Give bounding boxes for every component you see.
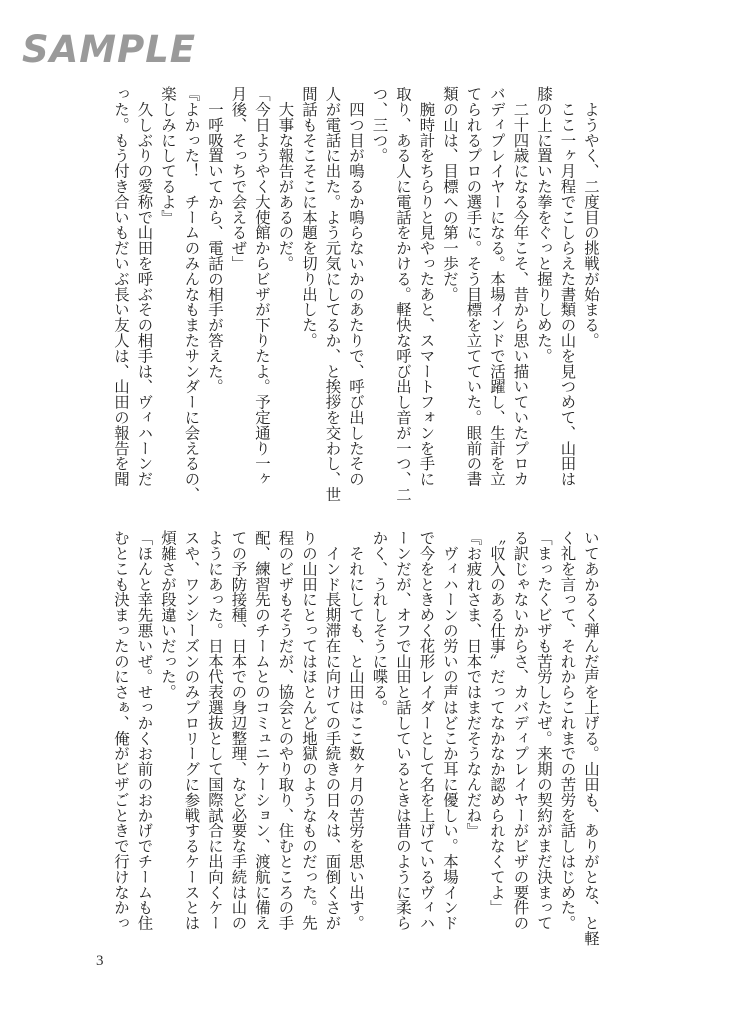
text-column: スや、ワンシーズンのみプロリーグに参戦するケースとは [182, 530, 201, 931]
text-column: 膝の上に置いた拳をぐっと握りしめた。 [535, 86, 553, 364]
text-block-bottom [108, 530, 602, 950]
text-column: った。もう付き合いもだいぶ長い友人は、山田の報告を聞 [112, 86, 130, 487]
text-column: 配、練習先のチームとのコミュニケーション、渡航に備え [253, 530, 271, 931]
text-column: てられるプロの選手に。そう目標を立てていた。眼前の書 [464, 86, 483, 487]
text-column: 四つ目が鳴るか鳴らないかのあたりで、呼び出したその [347, 86, 365, 487]
text-column: 『お疲れさま、日本ではまだそうなんだね』 [464, 530, 483, 838]
text-column: ヴィハーンの労いの声はどこか耳に優しい。本場インド [441, 530, 459, 931]
text-column: 煩雑さが段違いだった。 [159, 530, 177, 700]
text-column: ようにあった。日本代表選抜として国際試合に出向くケー [206, 530, 224, 931]
text-column: 月後、そっちで会えるぜ」 [229, 86, 248, 271]
text-column: かく、うれしそうに喋る。 [370, 530, 389, 715]
text-column: 大事な報告があるのだ。 [276, 86, 295, 271]
text-column: ようやく、二度目の挑戦が始まる。 [582, 86, 600, 348]
text-column: それにしても、と山田はここ数ヶ月の苦労を思い出す。 [347, 530, 365, 931]
text-column: 「ほんと幸先悪いぜ。せっかくお前のおかげでチームも住 [135, 530, 154, 931]
text-column: つ、三つ。 [370, 86, 389, 163]
text-column: 人が電話に出た。よう元気にしてるか、と挨拶を交わし、世 [323, 86, 342, 502]
text-column: 程のビザもそうだが、協会とのやり取り、住むところの手 [276, 530, 295, 931]
text-column: ーンだが、オフで山田と話しているときは昔のように柔ら [394, 530, 412, 931]
text-column: で今をときめく花形レイダーとして名を上げているヴィハ [417, 530, 436, 931]
text-block-top [108, 86, 602, 506]
text-column: 〝収入のある仕事〟だってなかなか認められなくてよ」 [488, 530, 506, 915]
text-column: 間話もそこそこに本題を切り出した。 [300, 86, 318, 348]
text-column: 久しぶりの愛称で山田を呼ぶその相手は、ヴィハーンだ [135, 86, 154, 487]
text-column: 二十四歳になる今年こそ、昔から思い描いていたプロカ [511, 86, 530, 487]
text-column: ここ一ヶ月程でこしらえた書類の山を見つめて、山田は [558, 86, 577, 487]
sample-watermark: SAMPLE [22, 28, 197, 71]
text-column: 「まったくビザも苦労したぜ。来期の契約がまだ決まって [535, 530, 553, 931]
text-column: 類の山は、目標への第一歩だ。 [441, 86, 459, 302]
text-column: く礼を言って、それからこれまでの苦労を話しはじめた。 [558, 530, 577, 931]
text-column: バディプレイヤーになる。本場インドで活躍し、生計を立 [488, 86, 506, 487]
text-column: 楽しみにしてるよ』 [159, 86, 177, 225]
text-column: むとこも決まったのにさぁ、俺がビザごときで行けなかっ [112, 530, 130, 931]
text-column: インド長期滞在に向けての手続きの日々は、面倒くさが [323, 530, 342, 931]
page-number: 3 [96, 953, 104, 969]
text-column: ての予防接種、日本での身辺整理、など必要な手続は山の [229, 530, 248, 931]
text-column: 一呼吸置いてから、電話の相手が答えた。 [206, 86, 224, 394]
text-column: 「今日ようやく大使館からビザが下りたよ。予定通り一ヶ [253, 86, 271, 487]
text-column: 腕時計をちらりと見やったあと、スマートフォンを手に [417, 86, 436, 487]
text-column: 取り、ある人に電話をかける。軽快な呼び出し音が一つ、二 [394, 86, 412, 502]
text-column: りの山田にとってはほとんど地獄のようなものだった。先 [300, 530, 318, 931]
text-column: 『よかった！ チームのみんなもまたサンダーに会えるの、 [182, 86, 201, 502]
text-column: いてあかるく弾んだ声を上げる。山田も、ありがとな、と軽 [582, 530, 600, 946]
text-column: る訳じゃないからさ、カバディプレイヤーがビザの要件の [511, 530, 530, 931]
